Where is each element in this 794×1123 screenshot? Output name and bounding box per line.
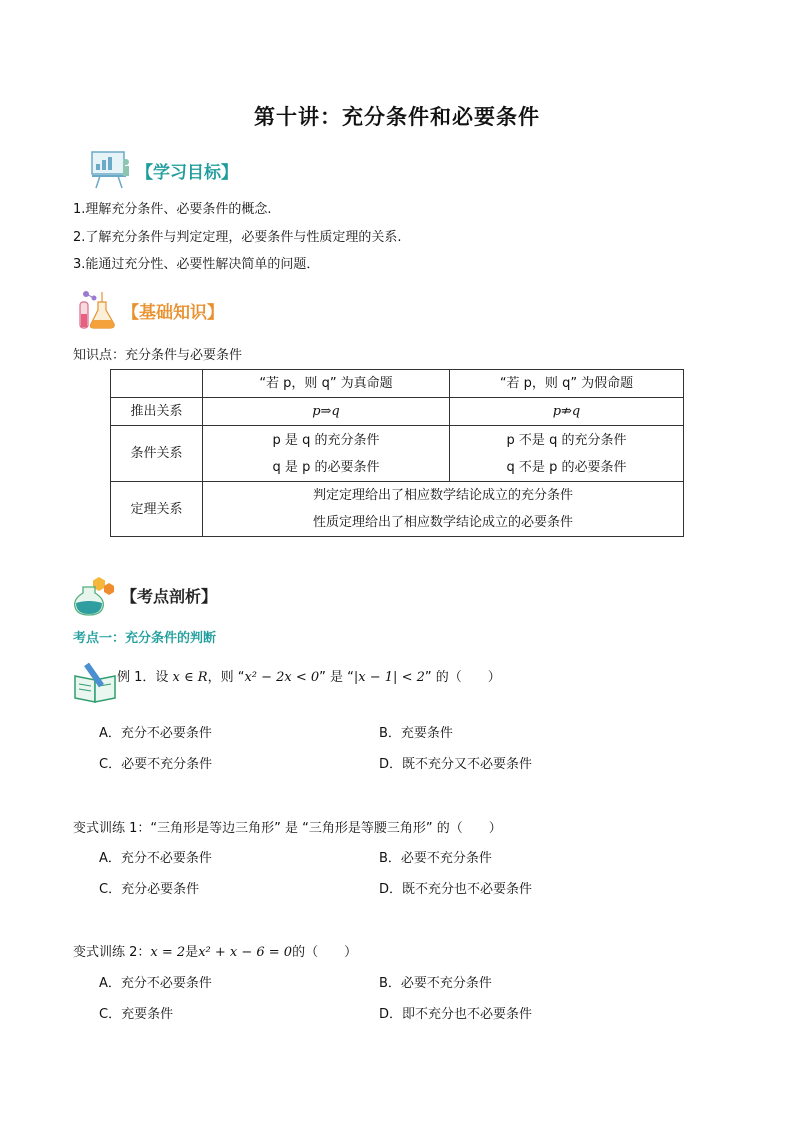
objective-3: 3.能通过充分性、必要性解决简单的问题． [73, 257, 320, 272]
objective-1: 1.理解充分条件、必要条件的概念. [73, 202, 272, 217]
analysis-label: 【考点剖析】 [121, 586, 218, 606]
analysis-header [73, 573, 217, 617]
example-1-option-a[interactable]: A．充分不必要条件 [99, 726, 212, 741]
lab-beaker-icon [73, 573, 117, 617]
table-cell [203, 482, 684, 537]
variant-2-stem [73, 941, 357, 960]
table-cell-line: p 不是 q 的充分条件 [506, 432, 627, 448]
table-cell-line: q 不是 p 的必要条件 [506, 459, 627, 475]
book-pencil-icon [73, 662, 119, 704]
knowledge-table [110, 369, 684, 537]
objectives-header [88, 148, 238, 192]
table-row-label: 定理关系 [111, 482, 203, 537]
table-cell-line: q 是 p 的必要条件 [272, 459, 380, 475]
table-row-label: 条件关系 [111, 426, 203, 482]
example-1-math-inequality: x² − 2x < 0 [244, 670, 320, 685]
variant-2-option-d[interactable]: D．即不充分也不必要条件 [379, 1007, 533, 1022]
basics-header [74, 288, 224, 332]
example-1-math-set: x ∈ R [172, 670, 208, 685]
example-1-suffix: ” 的（ ） [424, 670, 501, 685]
example-1-text: ，则 “ [207, 670, 245, 685]
variant-2-option-a[interactable]: A．充分不必要条件 [99, 976, 212, 991]
variant-2-math-equation: x² + x − 6 = 0 [198, 945, 293, 960]
variant-1-option-b[interactable]: B．必要不充分条件 [379, 851, 492, 866]
variant-1-option-d[interactable]: D．既不充分也不必要条件 [379, 882, 533, 897]
table-cell [203, 426, 450, 482]
table-cell-line: 性质定理给出了相应数学结论成立的必要条件 [312, 515, 573, 530]
page-title: 第十讲：充分条件和必要条件 [254, 104, 540, 129]
basics-label: 【基础知识】 [122, 302, 224, 323]
example-1-option-d[interactable]: D．既不充分又不必要条件 [379, 757, 533, 772]
variant-2-suffix: 的（ ） [292, 945, 358, 960]
table-cell: p⇒q [203, 398, 450, 426]
chemistry-flask-icon [74, 288, 118, 332]
variant-1-option-a[interactable]: A．充分不必要条件 [99, 851, 212, 866]
example-1-text: ” 是 “ [319, 670, 354, 685]
example-1-prefix: 例 1．设 [117, 670, 169, 685]
variant-2-prefix: 变式训练 2： [73, 945, 151, 960]
table-header-false: “若 p，则 q” 为假命题 [450, 370, 684, 398]
presentation-board-icon [88, 148, 132, 192]
objectives-label: 【学习目标】 [136, 162, 238, 183]
variant-2-text: 是 [185, 945, 199, 960]
example-1-option-c[interactable]: C．必要不充分条件 [99, 757, 213, 772]
objective-2: 2.了解充分条件与判定定理，必要条件与性质定理的关系. [73, 230, 402, 245]
variant-1-option-c[interactable]: C．充分必要条件 [99, 882, 200, 897]
table-cell: p⇏q [450, 398, 684, 426]
table-cell-line: 判定定理给出了相应数学结论成立的充分条件 [312, 488, 573, 503]
exam-point-1-title: 考点一：充分条件的判断 [73, 631, 217, 646]
table-corner [111, 370, 203, 398]
variant-2-math-value: x = 2 [150, 945, 186, 960]
table-header-true: “若 p，则 q” 为真命题 [203, 370, 450, 398]
table-cell [450, 426, 684, 482]
variant-2-option-c[interactable]: C．充要条件 [99, 1007, 174, 1022]
example-1-math-abs: |x − 1| < 2 [353, 670, 425, 685]
knowledge-point: 知识点：充分条件与必要条件 [73, 348, 243, 363]
variant-2-option-b[interactable]: B．必要不充分条件 [379, 976, 492, 991]
table-cell-line: p 是 q 的充分条件 [272, 432, 380, 448]
table-row-label: 推出关系 [111, 398, 203, 426]
example-1-stem [117, 666, 501, 685]
example-1-option-b[interactable]: B．充要条件 [379, 726, 453, 741]
variant-1-stem: 变式训练 1：“三角形是等边三角形” 是 “三角形是等腰三角形” 的（ ） [73, 821, 502, 836]
